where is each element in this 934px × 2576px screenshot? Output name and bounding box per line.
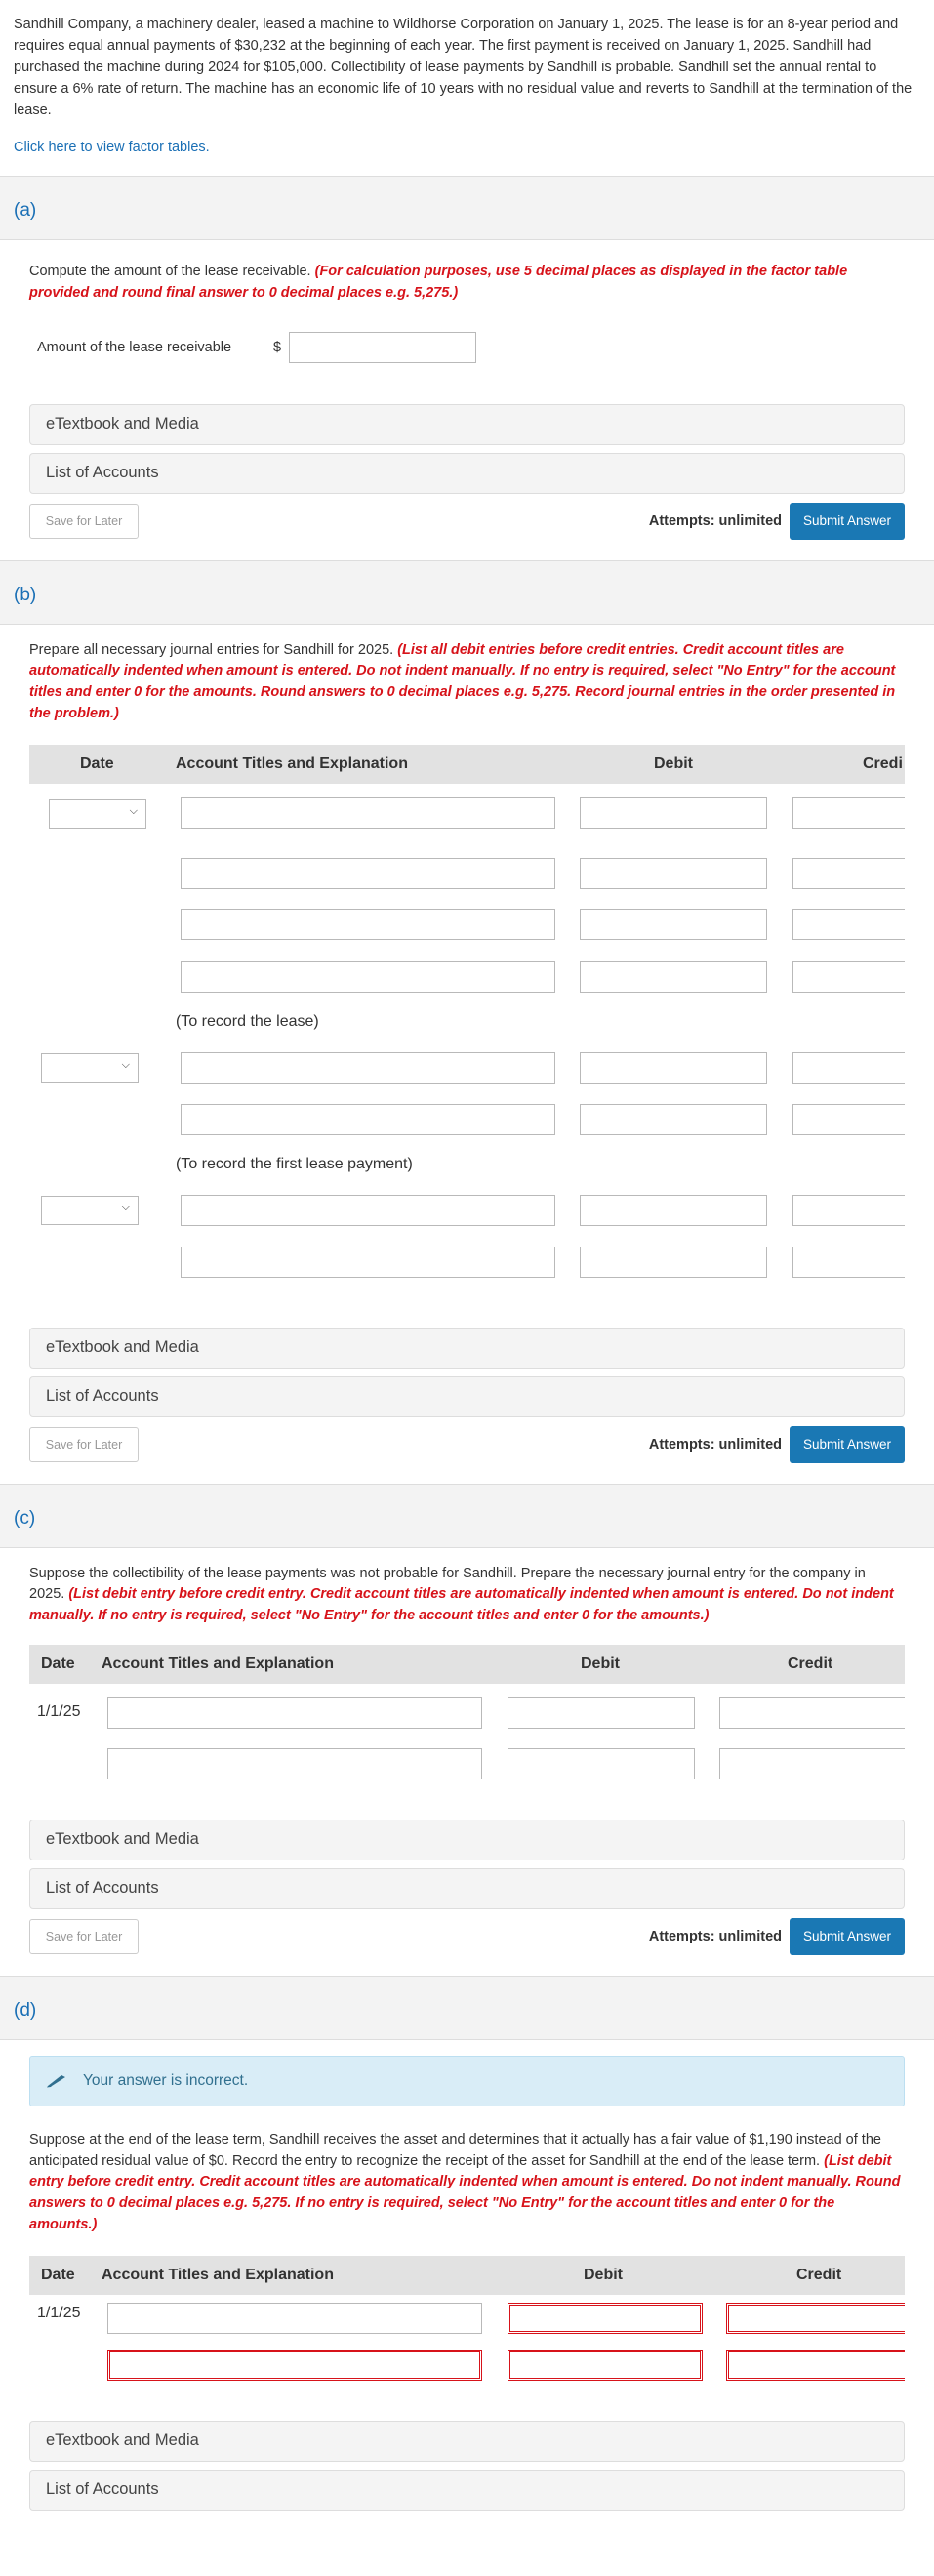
credit-input-c1[interactable] xyxy=(719,1697,905,1729)
part-a-instr-red: (For calculation purposes, use 5 decimal places as displayed in the factor table provided and round final answer to 0 decimal places e.g. 5,275.) xyxy=(29,264,848,301)
part-d-label: (d) xyxy=(14,1999,37,2021)
credit-input-7[interactable] xyxy=(792,1195,905,1226)
note-record-lease: (To record the lease) xyxy=(176,1012,319,1030)
chevron-down-icon: ⌵ xyxy=(121,1058,130,1071)
debit-input-8[interactable] xyxy=(580,1247,767,1278)
credit-input-8[interactable] xyxy=(792,1247,905,1278)
part-c-table-header xyxy=(29,1645,905,1684)
part-a-header xyxy=(0,176,934,240)
credit-input-6[interactable] xyxy=(792,1104,905,1135)
submit-answer-button-c[interactable]: Submit Answer xyxy=(790,1918,905,1955)
col-credit: Credit xyxy=(788,1655,833,1672)
part-d-table-header xyxy=(29,2256,905,2295)
account-input-d1[interactable] xyxy=(107,2303,482,2334)
part-a-instructions xyxy=(29,262,905,305)
save-for-later-button-b[interactable]: Save for Later xyxy=(29,1427,139,1462)
debit-input-c1[interactable] xyxy=(508,1697,695,1729)
col-account: Account Titles and Explanation xyxy=(176,755,408,772)
part-b-instructions xyxy=(29,640,905,725)
col-debit: Debit xyxy=(581,1655,620,1672)
chevron-down-icon: ⌵ xyxy=(129,804,138,817)
credit-input-4[interactable] xyxy=(792,961,905,993)
accounts-label: List of Accounts xyxy=(46,1387,159,1406)
part-b-journal-table xyxy=(29,745,905,1291)
save-for-later-button-a[interactable]: Save for Later xyxy=(29,504,139,539)
account-input-8[interactable] xyxy=(181,1247,555,1278)
date-select-2[interactable] xyxy=(41,1053,139,1083)
currency-symbol: $ xyxy=(273,339,282,355)
debit-input-d2[interactable] xyxy=(508,2350,703,2381)
part-d-instructions xyxy=(29,2130,905,2236)
credit-input-1[interactable] xyxy=(792,797,905,829)
date-select-3[interactable] xyxy=(41,1196,139,1225)
part-c-instr-red: (List debit entry before credit entry. Credit account titles are automatically indented when amount is entered. Do not indent manually. If no entry is required, select "No Entry" for the account titles and enter 0 for the amounts.) xyxy=(29,1586,894,1624)
part-d-body xyxy=(0,2056,934,2511)
save-for-later-button-c[interactable]: Save for Later xyxy=(29,1919,139,1954)
credit-input-2[interactable] xyxy=(792,858,905,889)
accounts-label: List of Accounts xyxy=(46,2480,159,2499)
incorrect-alert xyxy=(29,2056,905,2106)
list-of-accounts-d[interactable] xyxy=(29,2470,905,2511)
account-input-1[interactable] xyxy=(181,797,555,829)
account-input-c2[interactable] xyxy=(107,1748,482,1779)
account-input-d2[interactable] xyxy=(107,2350,482,2381)
incorrect-text: Your answer is incorrect. xyxy=(83,2071,249,2089)
etextbook-media-a[interactable] xyxy=(29,404,905,445)
debit-input-7[interactable] xyxy=(580,1195,767,1226)
col-account: Account Titles and Explanation xyxy=(102,2266,334,2283)
col-debit: Debit xyxy=(584,2266,623,2283)
col-date: Date xyxy=(80,755,114,772)
part-b-instr-text: Prepare all necessary journal entries for Sandhill for 2025. xyxy=(29,641,394,658)
account-input-5[interactable] xyxy=(181,1052,555,1084)
part-c-instructions xyxy=(29,1564,905,1627)
part-b-table-header xyxy=(29,745,905,784)
note-first-payment: (To record the first lease payment) xyxy=(176,1155,413,1172)
attempts-c: Attempts: unlimited xyxy=(648,1928,782,1944)
debit-input-d1[interactable] xyxy=(508,2303,703,2334)
part-d-instr-text: Suppose at the end of the lease term, Sandhill receives the asset and determines that it actually has a fair value of $1,190 instead of the anticipated residual value of $0. Record the entry to recognize the receipt of the asset for Sandhill at the end of the lease term. xyxy=(29,2131,881,2169)
part-b-header xyxy=(0,560,934,625)
date-text-d: 1/1/25 xyxy=(37,2304,81,2321)
part-c-instr-text: Suppose the collectibility of the lease payments was not probable for Sandhill. Prepare the necessary journal entry for the company in 2025. xyxy=(29,1565,866,1603)
part-b-label: (b) xyxy=(14,584,37,605)
etextbook-media-d[interactable] xyxy=(29,2421,905,2462)
etextbook-label: eTextbook and Media xyxy=(46,1830,199,1849)
part-a-label: (a) xyxy=(14,200,37,222)
debit-input-2[interactable] xyxy=(580,858,767,889)
part-c-journal-table xyxy=(29,1645,905,1787)
list-of-accounts-b[interactable] xyxy=(29,1376,905,1417)
part-c-header xyxy=(0,1484,934,1548)
credit-input-5[interactable] xyxy=(792,1052,905,1084)
etextbook-label: eTextbook and Media xyxy=(46,415,199,433)
lease-receivable-row xyxy=(29,332,905,363)
part-c-body xyxy=(0,1564,934,1956)
list-of-accounts-c[interactable] xyxy=(29,1868,905,1909)
debit-input-1[interactable] xyxy=(580,797,767,829)
debit-input-3[interactable] xyxy=(580,909,767,940)
chevron-down-icon: ⌵ xyxy=(121,1201,130,1213)
etextbook-media-c[interactable] xyxy=(29,1820,905,1860)
part-b-actions xyxy=(29,1425,905,1464)
part-d-journal-table xyxy=(29,2256,905,2389)
part-d-instr-red: (List debit entry before credit entry. Credit account titles are automatically indented when amount is entered. Do not indent manually. Round answers to 0 decimal places e.g. 5,275. If no entry is required, select "No Entry" for the account titles and enter 0 for the amounts.) xyxy=(29,2152,901,2232)
part-c-label: (c) xyxy=(14,1507,36,1529)
account-input-4[interactable] xyxy=(181,961,555,993)
credit-input-3[interactable] xyxy=(792,909,905,940)
lease-receivable-label: Amount of the lease receivable xyxy=(37,339,232,355)
credit-input-c2[interactable] xyxy=(719,1748,905,1779)
debit-input-5[interactable] xyxy=(580,1052,767,1084)
credit-input-d2[interactable] xyxy=(726,2350,905,2381)
part-a-body xyxy=(0,262,934,541)
col-date: Date xyxy=(41,2266,75,2283)
account-input-6[interactable] xyxy=(181,1104,555,1135)
list-of-accounts-a[interactable] xyxy=(29,453,905,494)
part-b-body xyxy=(0,640,934,1464)
date-text-c: 1/1/25 xyxy=(37,1702,81,1720)
part-a-actions xyxy=(29,502,905,541)
col-account: Account Titles and Explanation xyxy=(102,1655,334,1672)
accounts-label: List of Accounts xyxy=(46,464,159,482)
etextbook-label: eTextbook and Media xyxy=(46,1338,199,1357)
part-a-instr-text: Compute the amount of the lease receivable. xyxy=(29,264,311,280)
account-input-c1[interactable] xyxy=(107,1697,482,1729)
problem-intro xyxy=(0,0,934,158)
problem-text: Sandhill Company, a machinery dealer, leased a machine to Wildhorse Corporation on January 1, 2025. The lease is for an 8-year period and requires equal annual payments of $30,232 at the beginning of each year. The first payment is received on January 1, 2025. Sandhill had purchased the machine during 2024 for $105,000. Collectibility of lease payments by Sandhill is probable. Sandhill set the annual rental to ensure a 6% rate of return. The machine has an economic life of 10 years with no residual value and reverts to Sandhill at the termination of the lease. xyxy=(14,17,913,119)
accounts-label: List of Accounts xyxy=(46,1879,159,1898)
col-credit: Credit xyxy=(796,2266,842,2283)
col-debit: Debit xyxy=(654,755,693,772)
debit-input-6[interactable] xyxy=(580,1104,767,1135)
etextbook-media-b[interactable] xyxy=(29,1328,905,1369)
lease-receivable-input[interactable] xyxy=(289,332,476,363)
submit-answer-button-b[interactable]: Submit Answer xyxy=(790,1426,905,1463)
col-date: Date xyxy=(41,1655,75,1672)
attempts-a: Attempts: unlimited xyxy=(648,512,782,529)
debit-input-4[interactable] xyxy=(580,961,767,993)
col-credit: Credi xyxy=(863,755,903,772)
part-c-actions xyxy=(29,1917,905,1956)
submit-answer-button-a[interactable]: Submit Answer xyxy=(790,503,905,540)
account-input-3[interactable] xyxy=(181,909,555,940)
part-b-instr-red: (List all debit entries before credit entries. Credit account titles are automatically indented when amount is entered. Do not indent manually. If no entry is required, select "No Entry" for the account titles and enter 0 for the amounts. Round answers to 0 decimal places e.g. 5,275. Record journal entries in the order presented in the problem.) xyxy=(29,641,896,721)
pencil-icon xyxy=(46,2074,67,2088)
factor-tables-link[interactable]: Click here to view factor tables. xyxy=(14,140,210,156)
account-input-2[interactable] xyxy=(181,858,555,889)
part-d-header xyxy=(0,1976,934,2040)
etextbook-label: eTextbook and Media xyxy=(46,2432,199,2450)
attempts-b: Attempts: unlimited xyxy=(648,1436,782,1452)
debit-input-c2[interactable] xyxy=(508,1748,695,1779)
credit-input-d1[interactable] xyxy=(726,2303,905,2334)
account-input-7[interactable] xyxy=(181,1195,555,1226)
date-select-1[interactable] xyxy=(49,799,146,829)
